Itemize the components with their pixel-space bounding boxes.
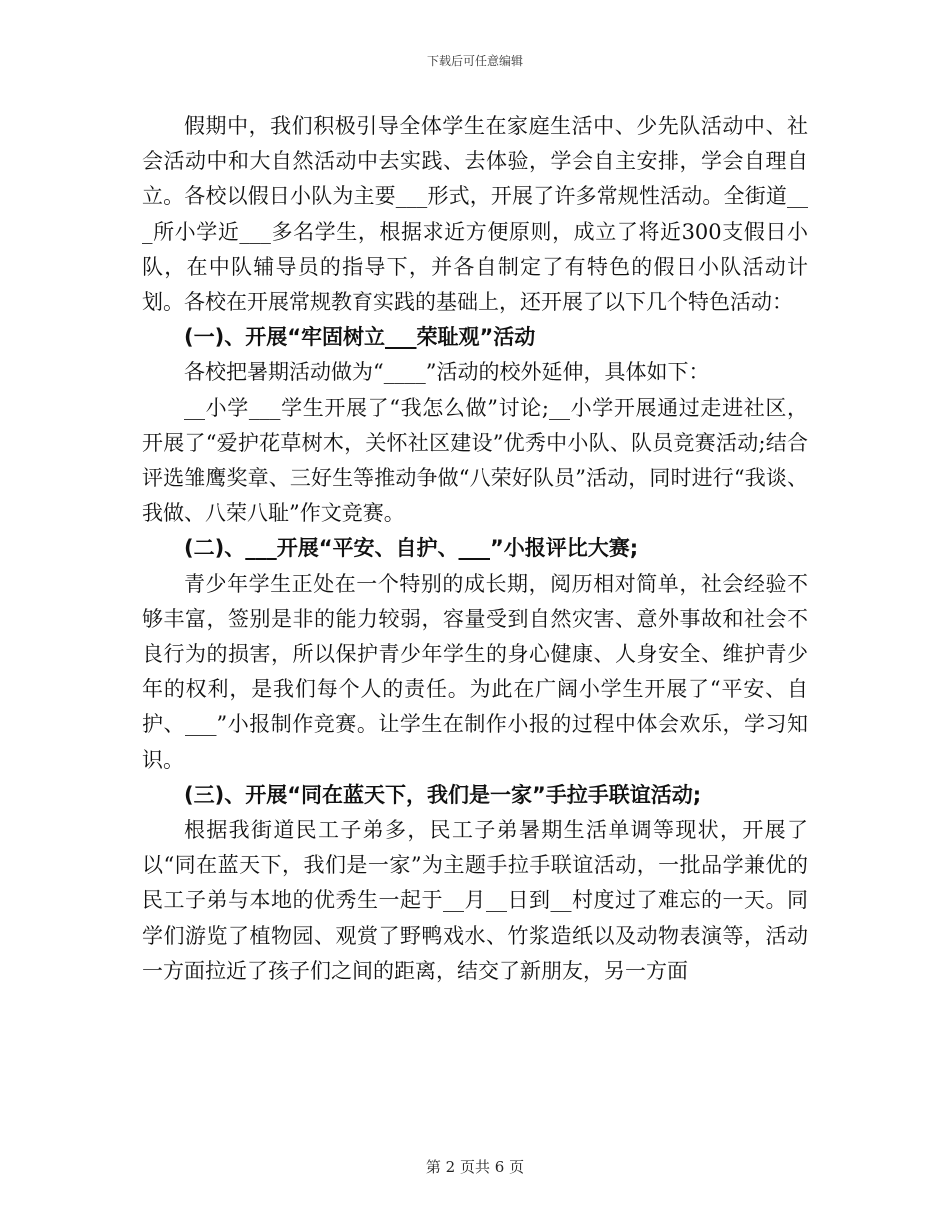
section-heading-3: (三)、开展“同在蓝天下，我们是一家”手拉手联谊活动; [184, 782, 702, 807]
paragraph-intro: 假期中，我们积极引导全体学生在家庭生活中、少先队活动中、社会活动中和大自然活动中去实践、去体验，学会自主安排，学会自理自立。各校以假日小队为主要___形式，开展了许多常规性活动。全街道___所小学近___多名学生，根据求近方便原则，成立了将近300支假日小队，在中队辅导员的指导下，并各自制定了有特色的假日小队活动计划。各校在开展常规教育实践的基础上，还开展了以下几个特色活动： [142, 114, 808, 315]
paragraph-section-3: 根据我街道民工子弟多，民工子弟暑期生活单调等现状，开展了以“同在蓝天下，我们是一家”为主题手拉手联谊活动，一批品学兼优的民工子弟与本地的优秀生一起于__月__日到__村度过了难忘的一天。同学们游览了植物园、观赏了野鸭戏水、竹浆造纸以及动物表演等，活动一方面拉近了孩子们之间的距离，结交了新朋友，另一方面 [142, 818, 808, 983]
page-header: 下载后可任意编辑 [426, 54, 523, 68]
paragraph-section-2: 青少年学生正处在一个特别的成长期，阅历相对简单，社会经验不够丰富，签别是非的能力较弱，容量受到自然灾害、意外事故和社会不良行为的损害，所以保护青少年学生的身心健康、人身安全、维护青少年的权利，是我们每个人的责任。为此在广阔小学生开展了“平安、自护、___”小报制作竞赛。让学生在制作小报的过程中体会欢乐，学习知识。 [142, 571, 808, 772]
section-heading-2: (二)、___开展“平安、自护、___”小报评比大赛; [184, 536, 639, 561]
paragraph-section-1-intro: 各校把暑期活动做为“____”活动的校外延伸，具体如下： [184, 360, 710, 385]
section-heading-1: (一)、开展“牢固树立___荣耻观”活动 [184, 325, 536, 350]
paragraph-section-1-detail: __小学___学生开展了“我怎么做”讨论;__小学开展通过走进社区，开展了“爱护花草树木，关怀社区建设”优秀中小队、队员竞赛活动;结合评选雏鹰奖章、三好生等推动争做“八荣好队员”活动，同时进行“我谈、我做、八荣八耻”作文竞赛。 [142, 395, 808, 526]
page-number: 第 2 页共 6 页 [425, 1158, 525, 1176]
document-body [142, 109, 808, 989]
